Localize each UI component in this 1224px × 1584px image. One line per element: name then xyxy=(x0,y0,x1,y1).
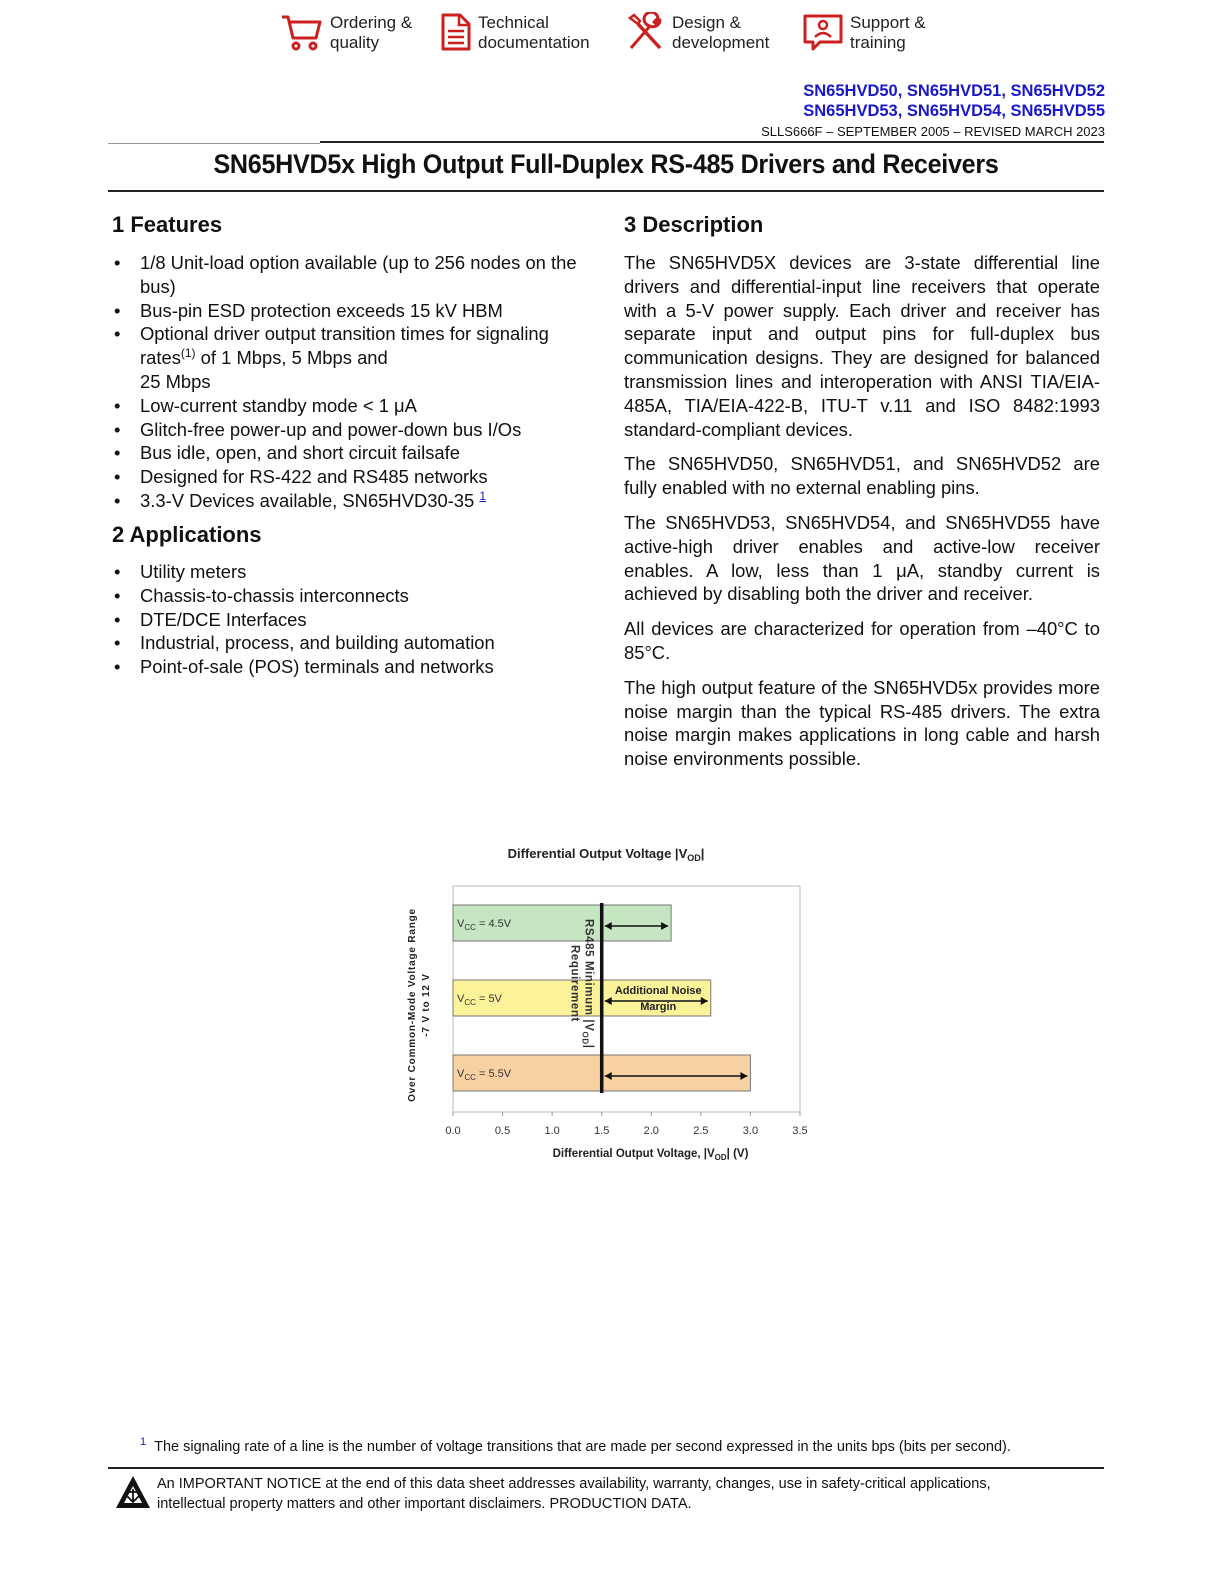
footnote xyxy=(140,1436,1011,1455)
x-axis-label-main: Differential Output Voltage, |V xyxy=(552,1148,715,1160)
x-tick-label: 3.0 xyxy=(742,1125,759,1137)
applications-heading: 2 Applications xyxy=(112,522,262,547)
x-tick-label: 3.5 xyxy=(792,1125,808,1137)
part-numbers xyxy=(803,81,1105,121)
list-item: • 1/8 Unit-load option available (up to 256 nodes on the bus) xyxy=(112,251,587,299)
x-tick-label: 0.5 xyxy=(494,1125,511,1137)
feature-text: of 1 Mbps, 5 Mbps and xyxy=(195,347,388,369)
nav-label: Support & training xyxy=(850,13,926,52)
nav-design-development[interactable] xyxy=(626,12,769,53)
notice-line1: An IMPORTANT NOTICE at the end of this data sheet addresses availability, warranty, changes, use in safety-critical applications, xyxy=(157,1476,991,1492)
list-item: • Low-current standby mode < 1 μA xyxy=(112,394,587,418)
x-axis-label xyxy=(553,1148,749,1162)
footnote-text: The signaling rate of a line is the number of voltage transitions that are made per second expressed in the units bps (bits per second). xyxy=(154,1438,1011,1455)
list-item: • Bus-pin ESD protection exceeds 15 kV HBM xyxy=(112,299,587,323)
list-item: • Designed for RS-422 and RS485 networks xyxy=(112,465,587,489)
footer-rule xyxy=(108,1467,1104,1469)
chart-svg xyxy=(380,840,840,1180)
nav-support-training[interactable] xyxy=(802,12,926,53)
description-body xyxy=(624,251,1100,782)
x-tick-label: 1.5 xyxy=(594,1125,610,1137)
annotation-line1: Additional Noise xyxy=(614,985,702,997)
part-numbers-line1-link[interactable]: SN65HVD50, SN65HVD51, SN65HVD52 xyxy=(803,82,1105,100)
list-item xyxy=(112,322,587,393)
list-item: • Industrial, process, and building automation xyxy=(112,631,587,655)
part-numbers-line2-link[interactable]: SN65HVD53, SN65HVD54, SN65HVD55 xyxy=(803,102,1105,120)
features-list xyxy=(112,251,587,513)
notice-line2: intellectual property matters and other important disclaimers. PRODUCTION DATA. xyxy=(157,1495,692,1512)
description-heading: 3 Description xyxy=(624,212,764,237)
applications-list xyxy=(112,560,587,679)
list-item: • Chassis-to-chassis interconnects xyxy=(112,584,587,608)
chart-title-sub: OD xyxy=(687,853,701,863)
list-item: • Utility meters xyxy=(112,560,587,584)
cart-icon xyxy=(280,12,324,52)
threshold-label-line2: Requirement xyxy=(568,945,581,1022)
threshold-label-main: RS485 Minimum |V xyxy=(582,919,595,1032)
warning-icon xyxy=(114,1474,152,1510)
description-paragraph: The SN65HVD5X devices are 3-state differential line drivers and differential-input line receivers that operate with a 5-V power supply. Each driver and receiver has separate input and output pins for full-duplex bus communication designs. They are designed for balanced transmission lines and interoperation with ANSI TIA/EIA-485A, TIA/EIA-422-B, ITU-T v.11 and ISO 8482:1993 standard-compliant devices. xyxy=(624,252,1100,440)
chart-title-main: Differential Output Voltage |V xyxy=(507,846,688,861)
nav-ordering-quality[interactable] xyxy=(280,12,412,53)
feature-text: 25 Mbps xyxy=(140,370,211,392)
x-tick-label: 0.0 xyxy=(445,1125,461,1137)
list-item: • Glitch-free power-up and power-down bus I/Os xyxy=(112,418,587,442)
threshold-label-sub: OD xyxy=(580,1031,590,1045)
bar-label: $V_{CC} = 4.5V$ xyxy=(457,918,512,932)
description-paragraph: The high output feature of the SN65HVD5x provides more noise margin than the typical RS-485 drivers. The extra noise margin makes applications in long cable and harsh noise environments possible. xyxy=(624,676,1100,770)
feature-text: 3.3-V Devices available, SN65HVD30-35 xyxy=(140,489,480,511)
features-heading: 1 Features xyxy=(112,212,223,237)
list-item xyxy=(112,489,587,513)
support-icon xyxy=(802,12,844,52)
annotation-line2: Margin xyxy=(640,1001,677,1013)
list-item: • Point-of-sale (POS) terminals and networks xyxy=(112,655,587,679)
x-axis-label-sub: OD xyxy=(714,1153,727,1162)
title-rule xyxy=(108,190,1104,192)
y-axis-label-line1: Over Common-Mode Voltage Range xyxy=(407,908,418,1102)
nav-technical-documentation[interactable] xyxy=(440,12,590,53)
header-rule-right xyxy=(320,141,1104,143)
footnote-marker: (1) xyxy=(180,346,196,361)
description-paragraph: All devices are characterized for operation from –40°C to 85°C. xyxy=(624,618,1100,663)
threshold-label-line1 xyxy=(581,919,595,1049)
list-item: • DTE/DCE Interfaces xyxy=(112,608,587,632)
feature-text: rates xyxy=(140,347,181,369)
document-id: SLLS666F – SEPTEMBER 2005 – REVISED MARCH 2023 xyxy=(761,124,1105,139)
tools-icon xyxy=(626,12,666,52)
x-tick-label: 2.0 xyxy=(643,1125,659,1137)
nav-label: Design & development xyxy=(672,13,770,52)
header-rule-left xyxy=(108,143,320,144)
footnote-link[interactable]: 1 xyxy=(479,488,487,503)
bar-label: $V_{CC} = 5.5V$ xyxy=(457,1068,512,1082)
y-axis-label-line2: -7 V to 12 V xyxy=(421,973,432,1037)
x-tick-label: 1.0 xyxy=(544,1125,560,1137)
description-paragraph: The SN65HVD53, SN65HVD54, and SN65HVD55 have active-high driver enables and active-low receiver enables. A low, less than 1 μA, standby current is achieved by disabling both the driver and receiver. xyxy=(624,511,1100,605)
description-paragraph: The SN65HVD50, SN65HVD51, and SN65HVD52 are fully enabled with no external enabling pins. xyxy=(624,453,1100,499)
important-notice xyxy=(157,1475,1097,1514)
footnote-number: 1 xyxy=(140,1436,147,1448)
threshold-label-end: | xyxy=(582,1044,595,1049)
feature-text: Optional driver output transition times for signaling xyxy=(140,323,549,345)
nav-label: Ordering & quality xyxy=(330,13,413,52)
chart-title-end: | xyxy=(700,846,705,861)
x-tick-label: 2.5 xyxy=(693,1125,709,1137)
list-item: • Bus idle, open, and short circuit failsafe xyxy=(112,441,587,465)
document-icon xyxy=(440,12,472,52)
bar-label: $V_{CC} = 5V$ xyxy=(457,993,502,1007)
page-title: SN65HVD5x High Output Full-Duplex RS-485 Drivers and Receivers xyxy=(213,149,999,179)
chart-title xyxy=(508,846,705,863)
nav-label: Technical documentation xyxy=(478,13,590,52)
x-axis-label-end: | (V) xyxy=(726,1148,749,1160)
vod-chart xyxy=(380,840,840,1180)
